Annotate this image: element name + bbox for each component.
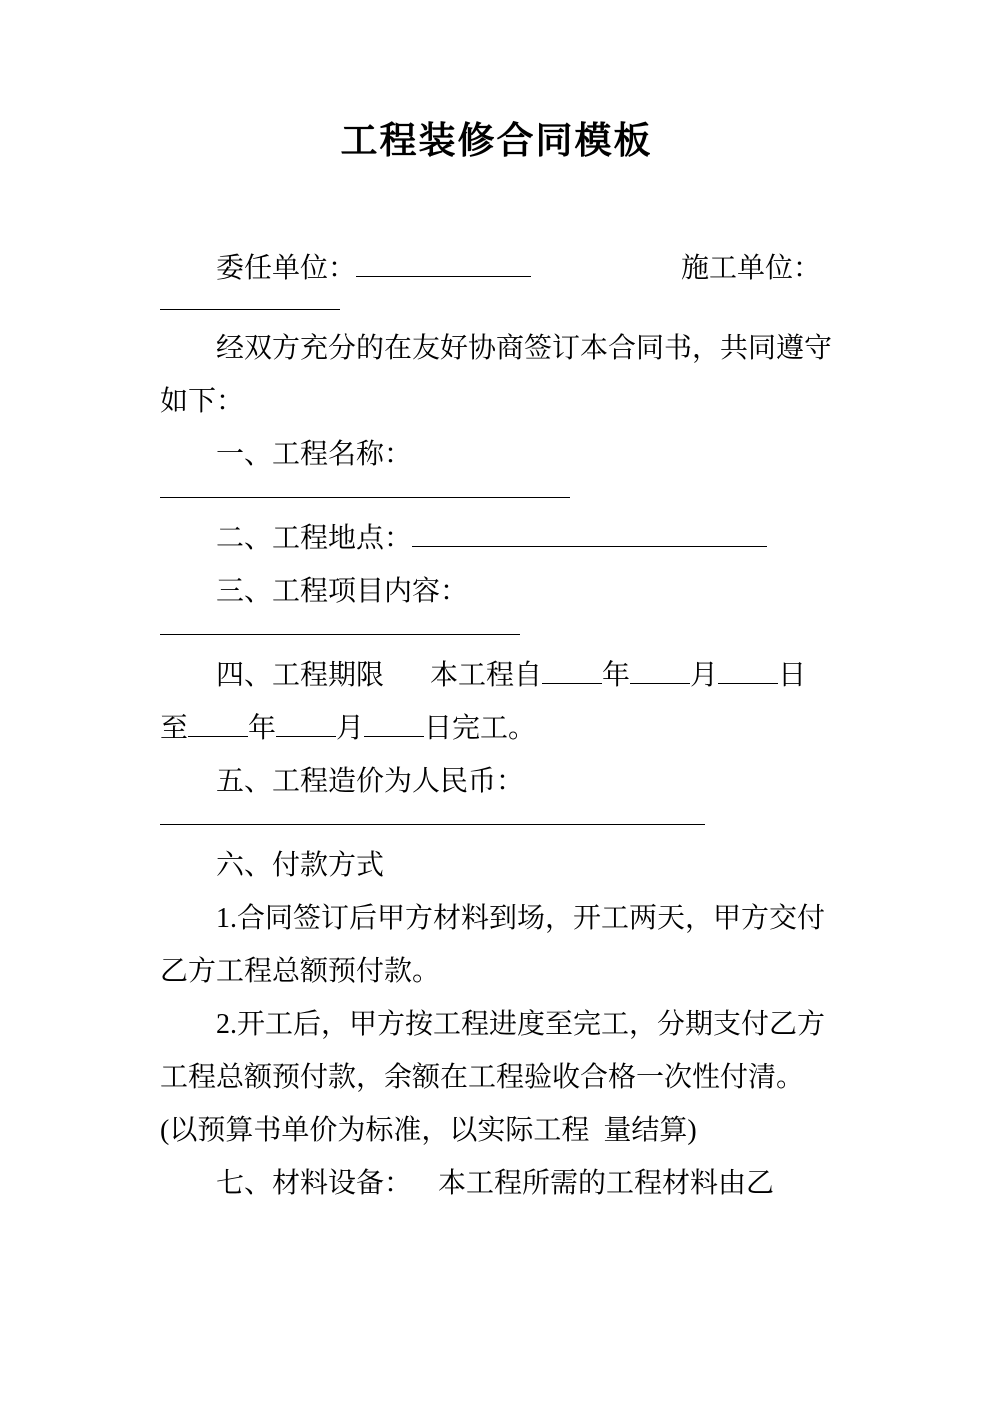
section-7-heading: 七、材料设备：	[216, 1168, 413, 1199]
document-body	[0, 242, 993, 1210]
section-3-blank[interactable]	[160, 634, 520, 635]
section-5-heading: 五、工程造价为人民币：	[216, 766, 525, 797]
section-7-line	[160, 1157, 833, 1210]
end-year-blank[interactable]	[188, 710, 248, 737]
parties-line	[160, 242, 833, 295]
term-mid: 日至	[160, 660, 807, 744]
section-6-item-2: 2.开工后，甲方按工程进度至完工，分期支付乙方工程总额预付款，余额在工程验收合格一次性付清。(以预算书单价为标准，以实际工程 量结算)	[160, 1009, 826, 1146]
contractor-label: 施工单位：	[681, 253, 822, 284]
page-title: 工程装修合同模板	[340, 119, 653, 162]
section-7-text: 本工程所需的工程材料由乙	[438, 1168, 775, 1199]
term-end: 日完工。	[424, 713, 537, 744]
section-1-blank[interactable]	[160, 497, 570, 498]
unit-month-2: 月	[336, 713, 365, 744]
start-year-blank[interactable]	[542, 657, 602, 684]
section-4-line	[160, 649, 833, 755]
end-month-blank[interactable]	[276, 710, 336, 737]
section-6-heading: 六、付款方式	[216, 850, 385, 881]
start-month-blank[interactable]	[630, 657, 690, 684]
section-6-item-1: 1.合同签订后甲方材料到场，开工两天，甲方交付乙方工程总额预付款。	[160, 903, 826, 987]
client-blank[interactable]	[356, 250, 531, 277]
unit-year-2: 年	[248, 713, 277, 744]
section-5-blank[interactable]	[160, 824, 705, 825]
section-3-heading: 三、工程项目内容：	[216, 576, 469, 607]
section-1-heading: 一、工程名称：	[216, 439, 413, 470]
section-2-heading: 二、工程地点：	[216, 523, 413, 554]
unit-month-1: 月	[690, 660, 719, 691]
client-label: 委任单位：	[216, 253, 357, 284]
preamble-paragraph: 经双方充分的在友好协商签订本合同书，共同遵守如下：	[160, 333, 833, 417]
unit-year-1: 年	[602, 660, 631, 691]
section-2-line	[160, 512, 833, 565]
term-lead: 本工程自	[430, 660, 543, 691]
section-2-blank[interactable]	[412, 520, 767, 547]
contractor-blank[interactable]	[160, 309, 340, 310]
end-day-blank[interactable]	[364, 710, 424, 737]
section-4-heading: 四、工程期限	[216, 660, 385, 691]
start-day-blank[interactable]	[718, 657, 778, 684]
